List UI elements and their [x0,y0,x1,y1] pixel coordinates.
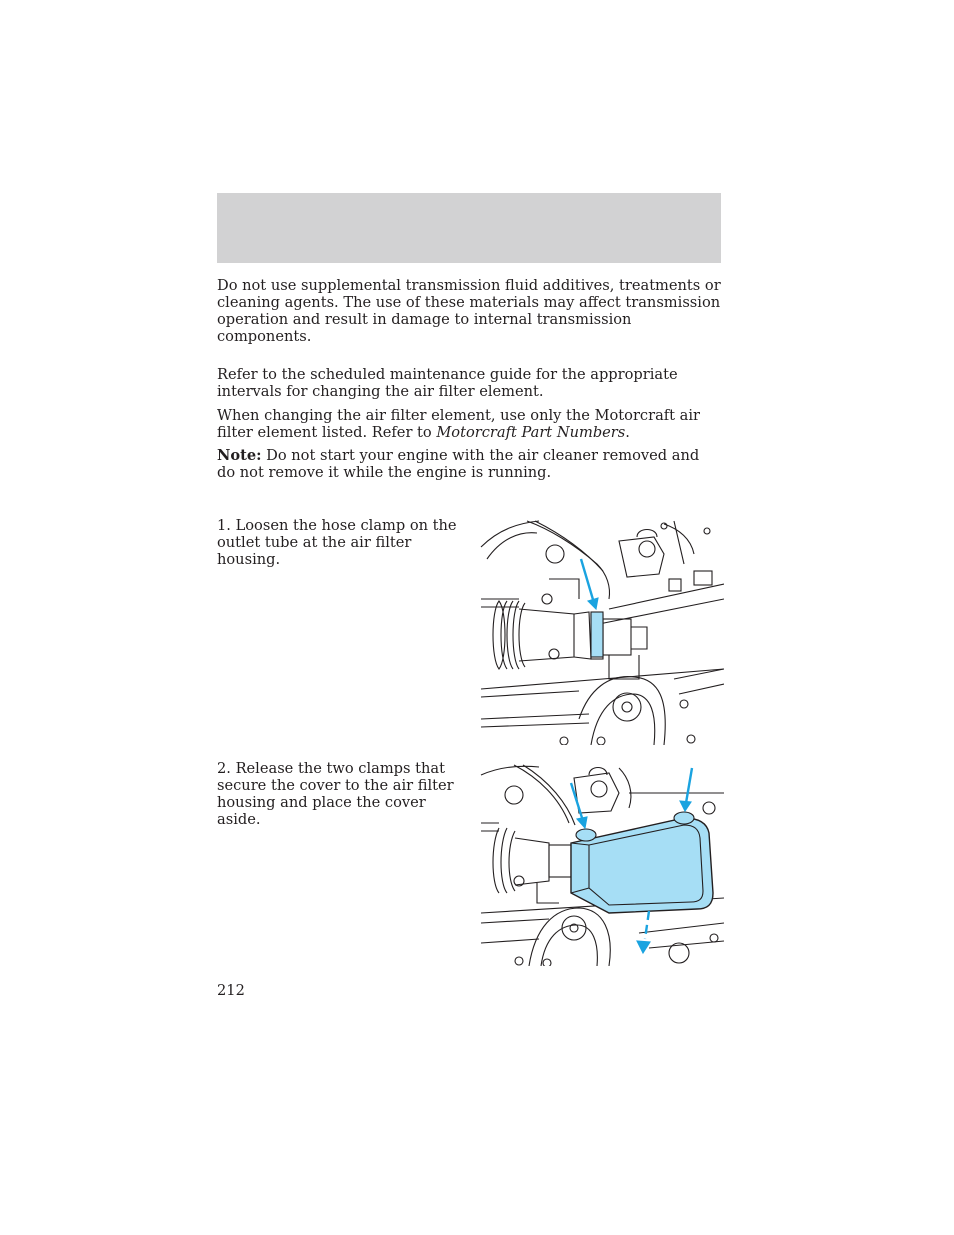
motorcraft-filter-end: . [625,424,630,441]
note-text: Do not start your engine with the air cleaner removed and do not remove it while the engine is running. [217,447,700,481]
step-2-text: 2. Release the two clamps that secure the cover to the air filter housing and place the cover aside. [217,760,454,828]
motorcraft-part-numbers-reference: Motorcraft Part Numbers [436,424,626,441]
page-number: 212 [217,982,245,999]
step-1-text: 1. Loosen the hose clamp on the outlet tube at the air filter housing. [217,517,457,568]
left-clamp-arrow [571,783,583,821]
engine-illustration-2 [479,763,724,966]
note-label: Note: [217,447,262,464]
right-clamp-arrow [686,768,692,803]
maintenance-interval-paragraph: Refer to the scheduled maintenance guide for the appropriate intervals for changing the air filter element. [217,366,678,400]
note-paragraph [217,447,721,481]
figure-cover-clamps [479,763,724,966]
section-header-band [217,193,721,263]
cover-aside-arrow [645,911,649,939]
motorcraft-filter-paragraph [217,407,721,441]
engine-illustration-1 [479,519,724,745]
figure-hose-clamp [479,519,724,745]
hose-clamp-arrow [581,559,594,603]
motorcraft-filter-text: When changing the air filter element, use only the Motorcraft air filter element listed. Refer to [217,407,701,441]
additives-warning-paragraph: Do not use supplemental transmission fluid additives, treatments or cleaning agents. The use of these materials may affect transmission operation and result in damage to internal transmission components. [217,277,721,345]
